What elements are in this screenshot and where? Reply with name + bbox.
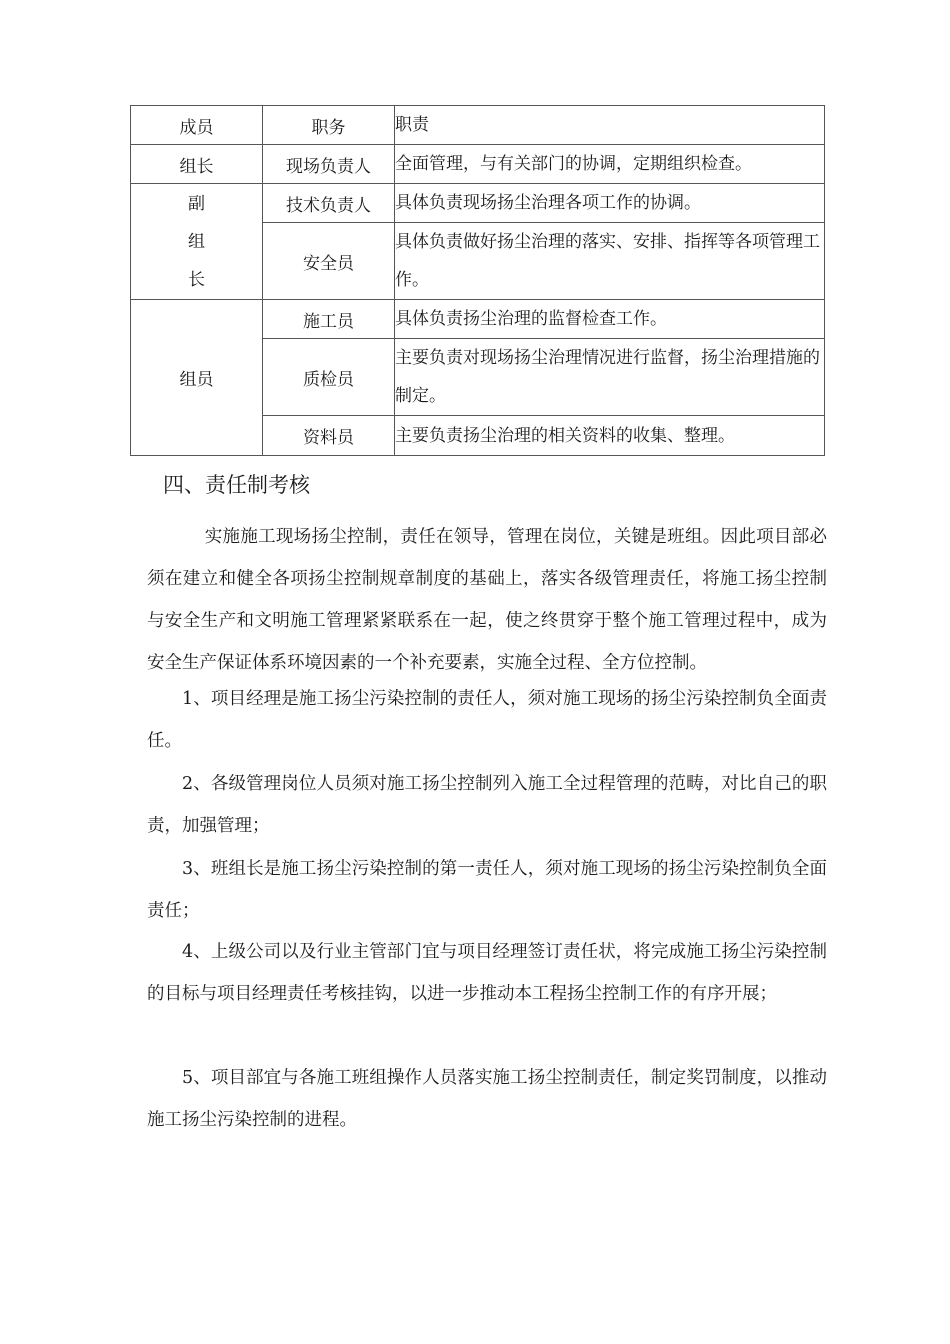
table-row	[131, 145, 825, 184]
table-row	[131, 184, 825, 223]
table-row	[131, 300, 825, 339]
member-team: 组员	[131, 300, 263, 456]
post-document-clerk: 资料员	[263, 416, 395, 456]
intro-paragraph: 实施施工现场扬尘控制，责任在领导，管理在岗位，关键是班组。因此项目部必须在建立和健全各项扬尘控制规章制度的基础上，落实各级管理责任，将施工扬尘控制与安全生产和文明施工管理紧紧联系在一起，使之终贯穿于整个施工管理过程中，成为安全生产保证体系环境因素的一个补充要素，实施全过程、全方位控制。	[147, 527, 827, 673]
deputy-char-2: 组	[188, 231, 205, 252]
post-technical-manager: 技术负责人	[263, 184, 395, 223]
duty-site-manager: 全面管理，与有关部门的协调，定期组织检查。	[395, 145, 825, 184]
list-item: 5、项目部宜与各施工班组操作人员落实施工扬尘控制责任，制定奖罚制度，以推动施工扬尘污染控制的进程。	[147, 1068, 827, 1130]
list-item: 1、项目经理是施工扬尘污染控制的责任人，须对施工现场的扬尘污染控制负全面责任。	[147, 689, 827, 751]
duty-construction-worker: 具体负责扬尘治理的监督检查工作。	[395, 300, 825, 339]
deputy-char-1: 副	[188, 193, 205, 214]
header-member: 成员	[131, 106, 263, 145]
duty-quality-inspector: 主要负责对现场扬尘治理情况进行监督，扬尘治理措施的制定。	[395, 339, 825, 416]
post-safety-officer: 安全员	[263, 223, 395, 300]
section-heading: 四、责任制考核	[163, 473, 310, 497]
list-item: 3、班组长是施工扬尘污染控制的第一责任人，须对施工现场的扬尘污染控制负全面责任；	[147, 859, 827, 921]
header-post: 职务	[263, 106, 395, 145]
responsibility-table	[130, 105, 825, 456]
duty-document-clerk: 主要负责扬尘治理的相关资料的收集、整理。	[395, 416, 825, 456]
list-item: 4、上级公司以及行业主管部门宜与项目经理签订责任状，将完成施工扬尘污染控制的目标与项目经理责任考核挂钩，以进一步推动本工程扬尘控制工作的有序开展；	[147, 942, 827, 1004]
list-item: 2、各级管理岗位人员须对施工扬尘控制列入施工全过程管理的范畴，对比自己的职责，加强管理；	[147, 774, 827, 836]
header-duty: 职责	[395, 106, 825, 145]
duty-technical-manager: 具体负责现场扬尘治理各项工作的协调。	[395, 184, 825, 223]
member-leader: 组长	[131, 145, 263, 184]
duty-safety-officer: 具体负责做好扬尘治理的落实、安排、指挥等各项管理工作。	[395, 223, 825, 300]
post-site-manager: 现场负责人	[263, 145, 395, 184]
post-quality-inspector: 质检员	[263, 339, 395, 416]
deputy-char-3: 长	[188, 269, 205, 290]
member-deputy-leader	[131, 184, 263, 300]
table-header-row	[131, 106, 825, 145]
post-construction-worker: 施工员	[263, 300, 395, 339]
